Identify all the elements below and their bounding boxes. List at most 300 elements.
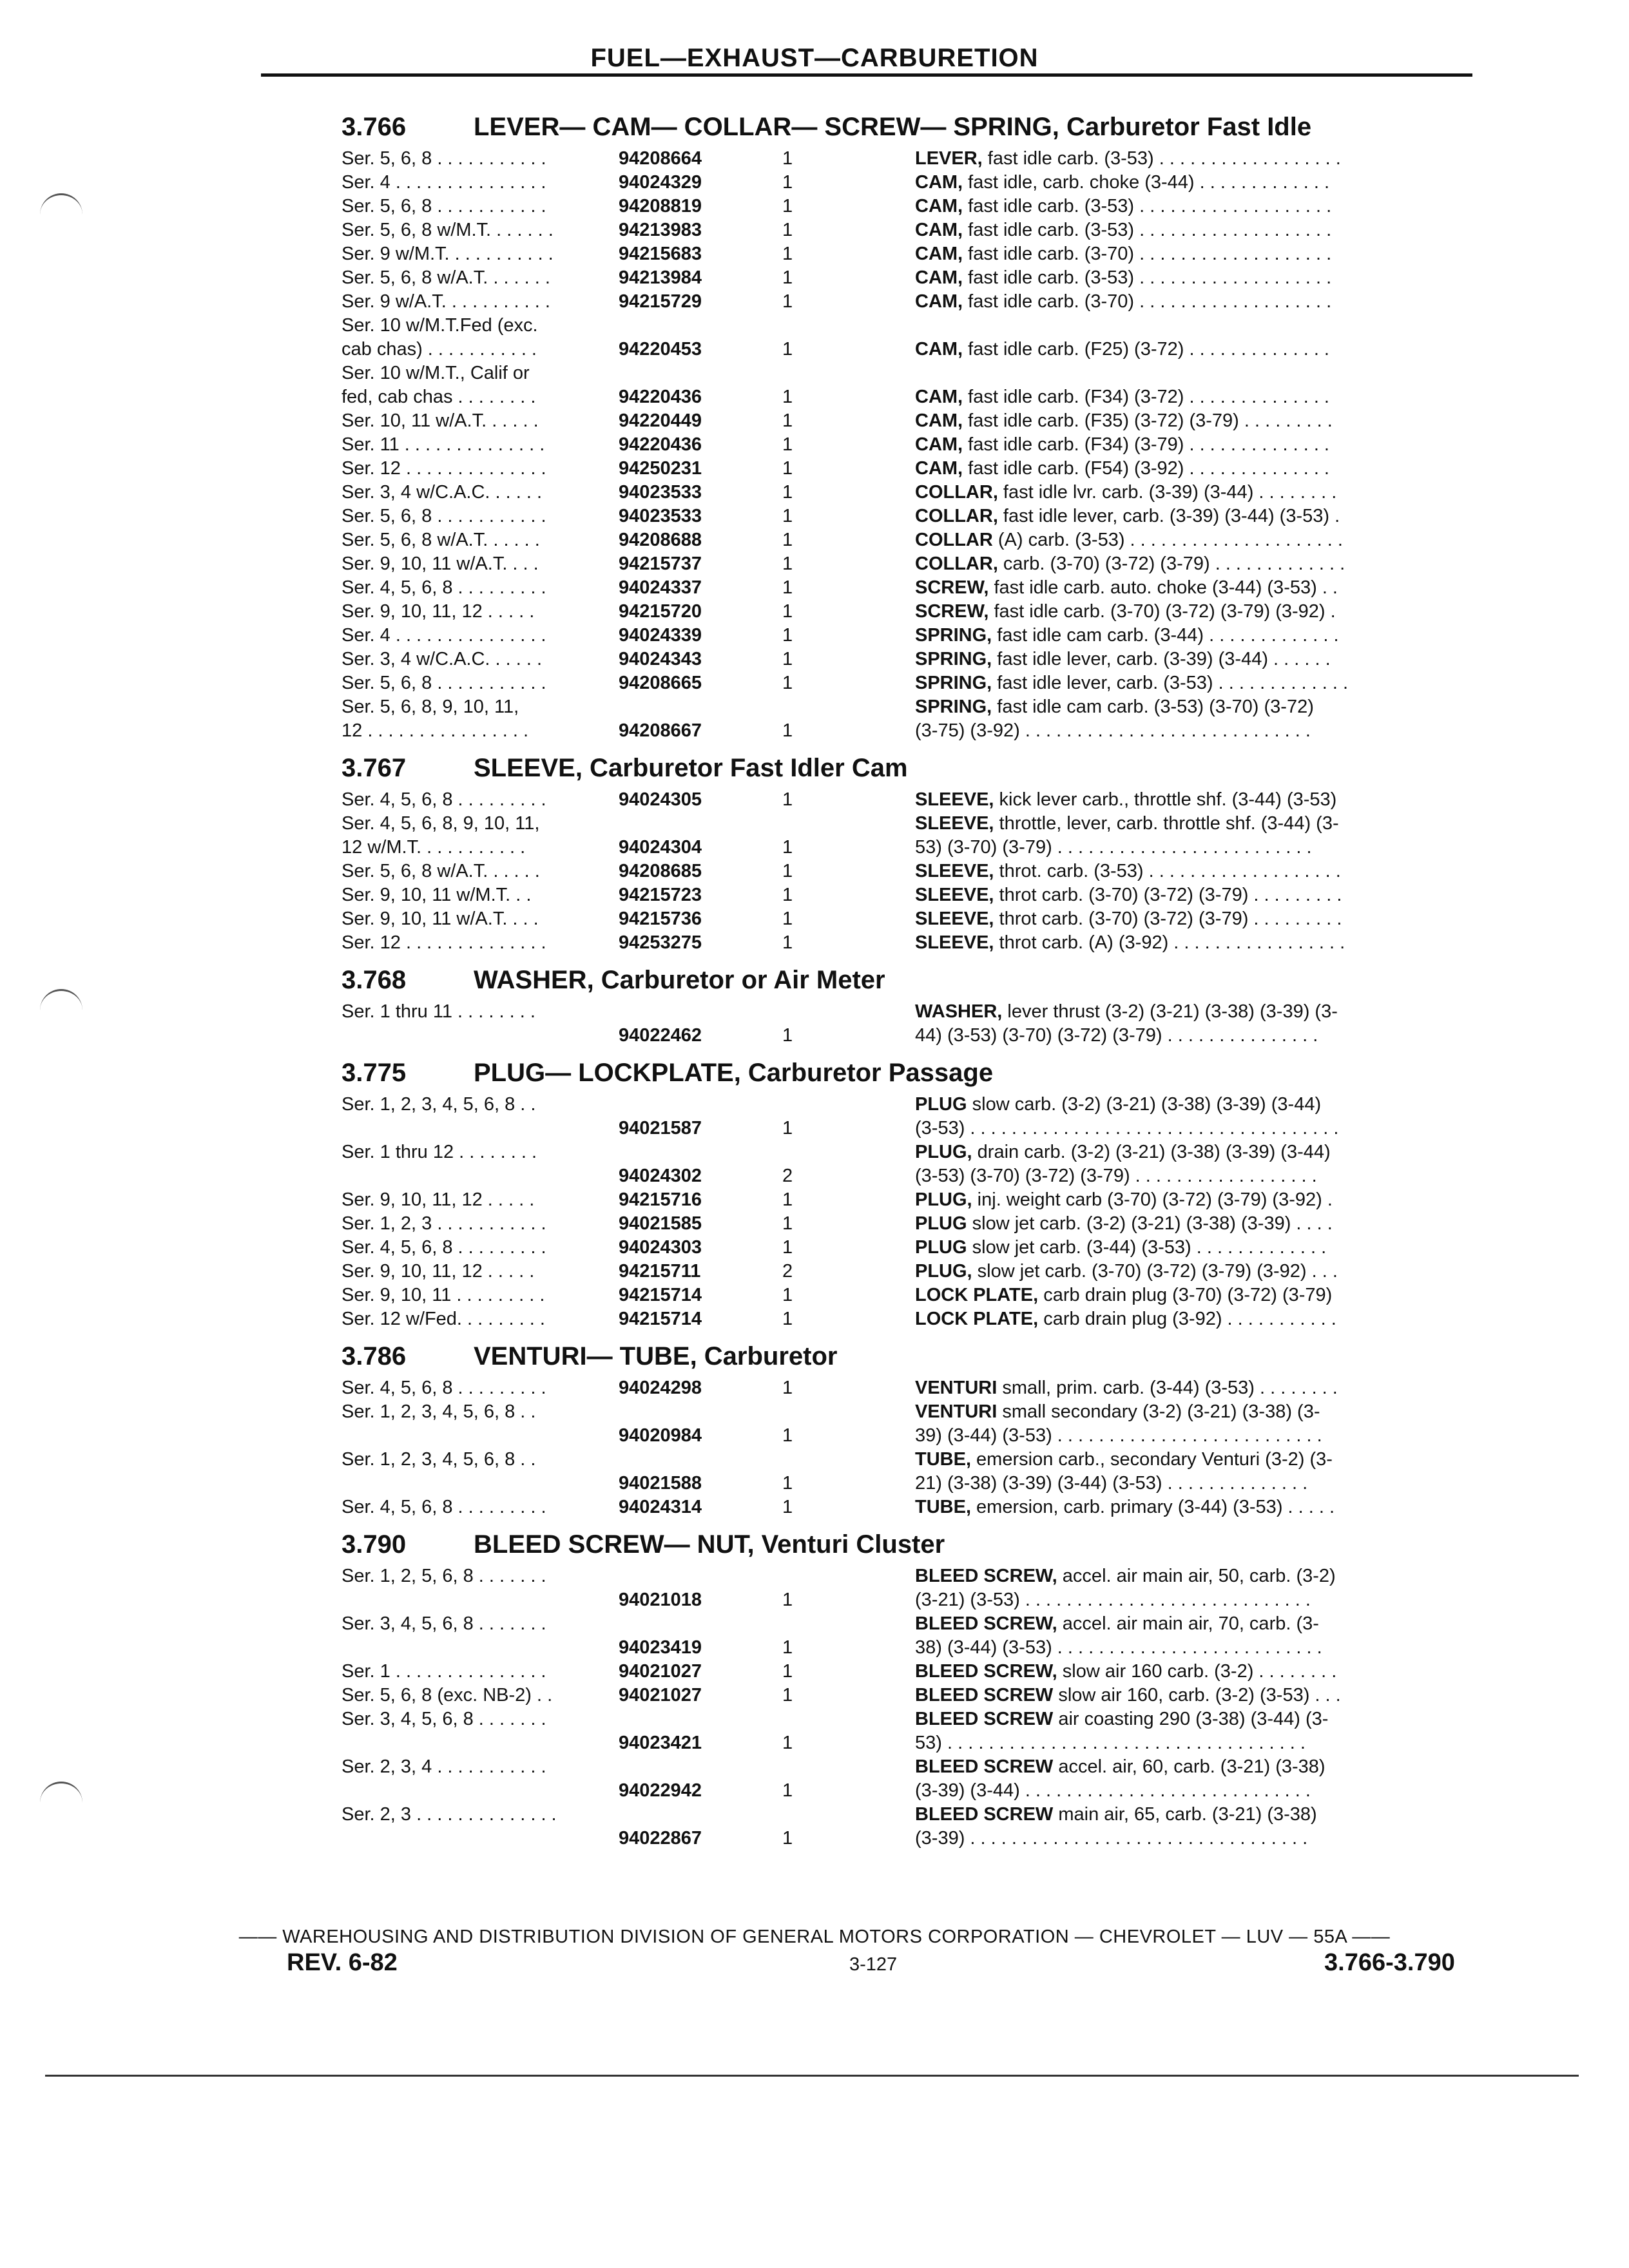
quantity-cell: 1 [782, 789, 793, 810]
bottom-rule [45, 2075, 1579, 2077]
series-cell: Ser. 1, 2, 3, 4, 5, 6, 8 . . [342, 1401, 536, 1422]
series-cell: Ser. 4, 5, 6, 8 . . . . . . . . . [342, 1378, 546, 1398]
quantity-cell: 2 [782, 1166, 793, 1186]
catalog-section [342, 964, 1476, 1048]
part-name: CAM, [915, 458, 963, 479]
table-row [342, 671, 1476, 695]
part-name: CAM, [915, 244, 963, 264]
table-row [342, 1376, 1476, 1400]
table-row [342, 1448, 1476, 1495]
description-cell [915, 481, 1476, 505]
description-cell [915, 338, 1476, 361]
part-number-cell: 94024337 [619, 577, 702, 598]
catalog-section [342, 1340, 1476, 1519]
punch-mark [40, 193, 82, 215]
part-name: PLUG [915, 1213, 967, 1234]
series-cell: Ser. 5, 6, 8 . . . . . . . . . . . [342, 506, 546, 526]
table-row [342, 1707, 1476, 1755]
footer-division-line: —— WAREHOUSING AND DISTRIBUTION DIVISION OF GENERAL MOTORS CORPORATION — CHEVROLET — LUV — 55A —— [238, 1927, 1391, 1947]
part-name: BLEED SCREW [915, 1685, 1054, 1706]
part-number-cell: 94208667 [619, 720, 702, 741]
table-row [342, 1093, 1476, 1140]
part-number-cell: 94213984 [619, 267, 702, 288]
part-description: fast idle lever, carb. (3-53) . . . . . . . . . . . . . [992, 673, 1349, 693]
description-cell [915, 218, 1476, 242]
part-description: fast idle lever, carb. (3-39) (3-44) . . . . . . [992, 649, 1331, 669]
part-name: COLLAR [915, 530, 993, 550]
quantity-cell: 1 [782, 148, 793, 169]
series-cell: Ser. 5, 6, 8 w/A.T. . . . . . [342, 861, 540, 881]
part-description: fast idle carb. (3-70) . . . . . . . . . . . . . . . . . . . [963, 291, 1332, 312]
quantity-cell: 1 [782, 1473, 793, 1494]
part-number-cell: 94220453 [619, 339, 702, 360]
part-number-cell: 94215729 [619, 291, 702, 312]
part-number-cell: 94215737 [619, 553, 702, 574]
part-description: fast idle carb. (3-53) . . . . . . . . . . . . . . . . . . [982, 148, 1341, 169]
series-cell: Ser. 4 . . . . . . . . . . . . . . . [342, 625, 546, 646]
description-cell [915, 195, 1476, 218]
part-description: fast idle carb. (F35) (3-72) (3-79) . . . . . . . . . [963, 410, 1333, 431]
quantity-cell: 1 [782, 410, 793, 431]
part-name: COLLAR, [915, 553, 998, 574]
page-header-title: FUEL—EXHAUST—CARBURETION [590, 44, 1039, 72]
table-row [342, 695, 1476, 743]
part-number-cell: 94250231 [619, 458, 702, 479]
table-row [342, 266, 1476, 290]
part-name: SCREW, [915, 577, 989, 598]
quantity-cell: 1 [782, 601, 793, 622]
section-heading [342, 1057, 1476, 1089]
punch-mark [40, 1782, 82, 1803]
part-description: emersion, carb. primary (3-44) (3-53) . . . . . [971, 1497, 1335, 1517]
part-number-cell: 94215723 [619, 885, 702, 905]
part-name: PLUG [915, 1094, 967, 1115]
series-cell: Ser. 9, 10, 11 . . . . . . . . . [342, 1285, 545, 1305]
quantity-cell: 1 [782, 625, 793, 646]
table-row [342, 1236, 1476, 1260]
description-cell [915, 931, 1476, 955]
table-row [342, 147, 1476, 171]
part-description: drain carb. (3-2) (3-21) (3-38) (3-39) (3-44) (3-53) (3-70) (3-72) (3-79) . . . . . . . . . . . . . . . . . . [915, 1142, 1331, 1186]
part-name: SLEEVE, [915, 885, 994, 905]
series-cell: Ser. 9, 10, 11 w/A.T. . . . [342, 553, 539, 574]
part-name: VENTURI [915, 1401, 998, 1422]
part-number-cell: 94024304 [619, 837, 702, 858]
part-description: fast idle carb. (3-53) . . . . . . . . . . . . . . . . . . . [963, 267, 1332, 288]
table-row [342, 409, 1476, 433]
part-name: BLEED SCREW [915, 1756, 1054, 1777]
description-cell [915, 1803, 1476, 1850]
table-row [342, 1564, 1476, 1612]
table-row [342, 552, 1476, 576]
part-description: lever thrust (3-2) (3-21) (3-38) (3-39) (3- 44) (3-53) (3-70) (3-72) (3-79) . . . . . . . . . . . . . . . [915, 1001, 1338, 1046]
series-cell: Ser. 3, 4 w/C.A.C. . . . . . [342, 649, 543, 669]
part-name: PLUG [915, 1237, 967, 1258]
description-cell [915, 1376, 1476, 1400]
part-number-cell: 94208688 [619, 530, 702, 550]
series-cell: Ser. 4, 5, 6, 8 . . . . . . . . . [342, 1497, 546, 1517]
series-cell: Ser. 9, 10, 11, 12 . . . . . [342, 1261, 535, 1282]
part-name: TUBE, [915, 1497, 971, 1517]
table-row [342, 195, 1476, 218]
description-cell [915, 812, 1476, 860]
description-cell [915, 1236, 1476, 1260]
part-description: throttle, lever, carb. throttle shf. (3-44) (3- 53) (3-70) (3-79) . . . . . . . . . . . . . . . . . . . . . . . . . [915, 813, 1339, 858]
section-number: 3.768 [342, 966, 407, 994]
series-cell: Ser. 10 w/M.T., Calif or fed, cab chas . . . . . . . . [342, 363, 536, 407]
part-name: SLEEVE, [915, 861, 994, 881]
table-row [342, 1212, 1476, 1236]
part-description: fast idle carb. auto. choke (3-44) (3-53) . . [988, 577, 1338, 598]
table-row [342, 1803, 1476, 1850]
series-cell: Ser. 12 . . . . . . . . . . . . . . [342, 458, 546, 479]
table-row [342, 218, 1476, 242]
part-name: CAM, [915, 172, 963, 193]
series-cell: Ser. 1, 2, 3 . . . . . . . . . . . [342, 1213, 546, 1234]
table-row [342, 1140, 1476, 1188]
table-row [342, 600, 1476, 624]
description-cell [915, 1140, 1476, 1188]
part-description: throt carb. (3-70) (3-72) (3-79) . . . . . . . . . [994, 885, 1342, 905]
part-name: BLEED SCREW, [915, 1661, 1057, 1682]
part-name: SPRING, [915, 649, 992, 669]
table-row [342, 788, 1476, 812]
quantity-cell: 1 [782, 339, 793, 360]
section-number: 3.775 [342, 1059, 407, 1087]
part-number-cell: 94208665 [619, 673, 702, 693]
table-row [342, 576, 1476, 600]
part-description: fast idle carb. (F34) (3-79) . . . . . . . . . . . . . . [963, 434, 1329, 455]
quantity-cell: 1 [782, 1497, 793, 1517]
table-row [342, 907, 1476, 931]
series-cell: Ser. 1 thru 11 . . . . . . . . [342, 1001, 535, 1022]
part-name: CAM, [915, 220, 963, 240]
description-cell [915, 1707, 1476, 1755]
table-row [342, 1000, 1476, 1048]
description-cell [915, 1755, 1476, 1803]
part-number-cell: 94022942 [619, 1780, 702, 1801]
part-number-cell: 94022462 [619, 1025, 702, 1046]
quantity-cell: 1 [782, 434, 793, 455]
quantity-cell: 1 [782, 387, 793, 407]
table-row [342, 1684, 1476, 1707]
series-cell: Ser. 4, 5, 6, 8, 9, 10, 11, 12 w/M.T. . . . . . . . . . . [342, 813, 540, 858]
series-cell: Ser. 4, 5, 6, 8 . . . . . . . . . [342, 789, 546, 810]
quantity-cell: 1 [782, 932, 793, 953]
section-title: WASHER, Carburetor or Air Meter [474, 966, 885, 994]
part-description: slow jet carb. (3-2) (3-21) (3-38) (3-39) . . . . [967, 1213, 1333, 1234]
quantity-cell: 1 [782, 1309, 793, 1329]
part-name: COLLAR, [915, 482, 998, 503]
table-row [342, 361, 1476, 409]
quantity-cell: 1 [782, 720, 793, 741]
part-description: kick lever carb., throttle shf. (3-44) (3-53) [994, 789, 1337, 810]
series-cell: Ser. 9 w/M.T. . . . . . . . . . . [342, 244, 554, 264]
part-name: CAM, [915, 291, 963, 312]
quantity-cell: 1 [782, 1685, 793, 1706]
description-cell [915, 1495, 1476, 1519]
series-cell: Ser. 10 w/M.T.Fed (exc. cab chas) . . . . . . . . . . . [342, 315, 538, 360]
section-heading [342, 964, 1476, 996]
description-cell [915, 1307, 1476, 1331]
series-cell: Ser. 1, 2, 5, 6, 8 . . . . . . . [342, 1566, 546, 1586]
punch-mark [40, 989, 82, 1010]
description-cell [915, 1448, 1476, 1495]
part-description: carb. (3-70) (3-72) (3-79) . . . . . . . . . . . . . [998, 553, 1345, 574]
part-name: PLUG, [915, 1261, 972, 1282]
part-number-cell: 94021027 [619, 1661, 702, 1682]
part-number-cell: 94021587 [619, 1118, 702, 1139]
part-name: BLEED SCREW, [915, 1613, 1057, 1634]
description-cell [915, 147, 1476, 171]
table-row [342, 812, 1476, 860]
table-row [342, 1755, 1476, 1803]
series-cell: Ser. 9, 10, 11 w/M.T. . . [342, 885, 532, 905]
description-cell [915, 1260, 1476, 1283]
quantity-cell: 1 [782, 1733, 793, 1753]
description-cell [915, 1283, 1476, 1307]
series-cell: Ser. 12 w/Fed. . . . . . . . . [342, 1309, 545, 1329]
part-number-cell: 94021588 [619, 1473, 702, 1494]
table-row [342, 290, 1476, 314]
description-cell [915, 171, 1476, 195]
description-cell [915, 788, 1476, 812]
part-name: BLEED SCREW [915, 1709, 1054, 1729]
quantity-cell: 1 [782, 482, 793, 503]
part-description: fast idle, carb. choke (3-44) . . . . . . . . . . . . . [963, 172, 1330, 193]
quantity-cell: 1 [782, 1237, 793, 1258]
header-rule [261, 73, 1472, 77]
series-cell: Ser. 9, 10, 11, 12 . . . . . [342, 601, 535, 622]
part-number-cell: 94215716 [619, 1189, 702, 1210]
part-name: CAM, [915, 410, 963, 431]
description-cell [915, 648, 1476, 671]
description-cell [915, 505, 1476, 528]
table-row [342, 648, 1476, 671]
part-description: carb drain plug (3-92) . . . . . . . . . . . [1038, 1309, 1336, 1329]
part-description: fast idle carb. (3-70) . . . . . . . . . . . . . . . . . . . [963, 244, 1332, 264]
part-number-cell: 94023421 [619, 1733, 702, 1753]
part-number-cell: 94023533 [619, 482, 702, 503]
table-row [342, 1188, 1476, 1212]
catalog-section [342, 1057, 1476, 1331]
description-cell [915, 528, 1476, 552]
description-cell [915, 695, 1476, 743]
description-cell [915, 1188, 1476, 1212]
series-cell: Ser. 9, 10, 11, 12 . . . . . [342, 1189, 535, 1210]
part-name: CAM, [915, 339, 963, 360]
description-cell [915, 1000, 1476, 1048]
part-number-cell: 94023419 [619, 1637, 702, 1658]
quantity-cell: 1 [782, 673, 793, 693]
quantity-cell: 1 [782, 1213, 793, 1234]
part-number-cell: 94021027 [619, 1685, 702, 1706]
part-description: fast idle carb. (F25) (3-72) . . . . . . . . . . . . . . [963, 339, 1329, 360]
table-row [342, 242, 1476, 266]
description-cell [915, 433, 1476, 457]
quantity-cell: 1 [782, 837, 793, 858]
quantity-cell: 1 [782, 220, 793, 240]
part-name: SLEEVE, [915, 908, 994, 929]
quantity-cell: 1 [782, 1637, 793, 1658]
part-number-cell: 94021018 [619, 1590, 702, 1610]
quantity-cell: 1 [782, 553, 793, 574]
quantity-cell: 1 [782, 291, 793, 312]
table-row [342, 883, 1476, 907]
part-number-cell: 94024298 [619, 1378, 702, 1398]
description-cell [915, 242, 1476, 266]
part-name: SLEEVE, [915, 932, 994, 953]
part-number-cell: 94220449 [619, 410, 702, 431]
series-cell: Ser. 2, 3, 4 . . . . . . . . . . . [342, 1756, 546, 1777]
part-description: fast idle cam carb. (3-44) . . . . . . . . . . . . . [992, 625, 1339, 646]
series-cell: Ser. 1 thru 12 . . . . . . . . [342, 1142, 537, 1162]
series-cell: Ser. 12 . . . . . . . . . . . . . . [342, 932, 546, 953]
quantity-cell: 1 [782, 1285, 793, 1305]
table-row [342, 481, 1476, 505]
table-row [342, 1260, 1476, 1283]
part-number-cell: 94215720 [619, 601, 702, 622]
part-description: small, prim. carb. (3-44) (3-53) . . . . . . . . [997, 1378, 1338, 1398]
quantity-cell: 1 [782, 530, 793, 550]
quantity-cell: 1 [782, 1118, 793, 1139]
table-row [342, 528, 1476, 552]
part-description: fast idle carb. (F34) (3-72) . . . . . . . . . . . . . . [963, 387, 1329, 407]
part-number-cell: 94253275 [619, 932, 702, 953]
footer-section-range: 3.766-3.790 [1324, 1949, 1455, 1976]
section-title: LEVER— CAM— COLLAR— SCREW— SPRING, Carburetor Fast Idle [474, 113, 1312, 141]
part-name: SPRING, [915, 625, 992, 646]
part-number-cell: 94220436 [619, 387, 702, 407]
description-cell [915, 624, 1476, 648]
series-cell: Ser. 3, 4, 5, 6, 8 . . . . . . . [342, 1613, 546, 1634]
parts-catalog [342, 102, 1476, 1850]
series-cell: Ser. 5, 6, 8 . . . . . . . . . . . [342, 196, 546, 216]
series-cell: Ser. 4 . . . . . . . . . . . . . . . [342, 172, 546, 193]
quantity-cell: 1 [782, 649, 793, 669]
description-cell [915, 1684, 1476, 1707]
part-number-cell: 94215714 [619, 1309, 702, 1329]
table-row [342, 314, 1476, 361]
section-heading [342, 752, 1476, 784]
part-name: SLEEVE, [915, 813, 994, 834]
series-cell: Ser. 1, 2, 3, 4, 5, 6, 8 . . [342, 1449, 536, 1470]
part-number-cell: 94024303 [619, 1237, 702, 1258]
part-description: (A) carb. (3-53) . . . . . . . . . . . . . . . . . . . . . [992, 530, 1343, 550]
section-title: BLEED SCREW— NUT, Venturi Cluster [474, 1530, 945, 1559]
description-cell [915, 1612, 1476, 1660]
series-cell: Ser. 4, 5, 6, 8 . . . . . . . . . [342, 1237, 546, 1258]
series-cell: Ser. 1 . . . . . . . . . . . . . . . [342, 1661, 546, 1682]
quantity-cell: 1 [782, 244, 793, 264]
table-row [342, 860, 1476, 883]
part-description: air coasting 290 (3-38) (3-44) (3- 53) . . . . . . . . . . . . . . . . . . . . . . . . . . . . . . . . . . . [915, 1709, 1329, 1753]
series-cell: Ser. 5, 6, 8 w/A.T. . . . . . [342, 530, 540, 550]
table-row [342, 1400, 1476, 1448]
part-description: fast idle carb. (3-53) . . . . . . . . . . . . . . . . . . . [963, 196, 1332, 216]
series-cell: Ser. 5, 6, 8 . . . . . . . . . . . [342, 148, 546, 169]
part-description: fast idle lvr. carb. (3-39) (3-44) . . . . . . . . [998, 482, 1337, 503]
series-cell: Ser. 9, 10, 11 w/A.T. . . . [342, 908, 539, 929]
part-name: TUBE, [915, 1449, 971, 1470]
part-number-cell: 94024343 [619, 649, 702, 669]
quantity-cell: 1 [782, 1378, 793, 1398]
part-number-cell: 94208664 [619, 148, 702, 169]
part-name: SCREW, [915, 601, 989, 622]
description-cell [915, 1093, 1476, 1140]
footer-revision: REV. 6-82 [287, 1949, 398, 1976]
table-row [342, 1307, 1476, 1331]
part-description: main air, 65, carb. (3-21) (3-38) (3-39) . . . . . . . . . . . . . . . . . . . . . . . . . . . . . . . . . [915, 1804, 1317, 1849]
description-cell [915, 600, 1476, 624]
part-description: inj. weight carb (3-70) (3-72) (3-79) (3-92) . [972, 1189, 1333, 1210]
description-cell [915, 409, 1476, 433]
series-cell: Ser. 4, 5, 6, 8 . . . . . . . . . [342, 577, 546, 598]
series-cell: Ser. 5, 6, 8 w/M.T. . . . . . . [342, 220, 554, 240]
quantity-cell: 1 [782, 1590, 793, 1610]
description-cell [915, 1400, 1476, 1448]
section-number: 3.786 [342, 1342, 407, 1370]
series-cell: Ser. 5, 6, 8 . . . . . . . . . . . [342, 673, 546, 693]
series-cell: Ser. 1, 2, 3, 4, 5, 6, 8 . . [342, 1094, 536, 1115]
part-name: CAM, [915, 434, 963, 455]
description-cell [915, 671, 1476, 695]
part-name: CAM, [915, 196, 963, 216]
part-description: accel. air main air, 50, carb. (3-2) (3-21) (3-53) . . . . . . . . . . . . . . . . . . . . . . . . . . . . [915, 1566, 1336, 1610]
part-number-cell: 94215683 [619, 244, 702, 264]
part-description: throt carb. (3-70) (3-72) (3-79) . . . . . . . . . [994, 908, 1342, 929]
section-title: SLEEVE, Carburetor Fast Idler Cam [474, 754, 908, 782]
series-cell: Ser. 5, 6, 8 w/A.T. . . . . . . [342, 267, 550, 288]
quantity-cell: 1 [782, 885, 793, 905]
part-name: SLEEVE, [915, 789, 994, 810]
part-number-cell: 94021585 [619, 1213, 702, 1234]
part-description: slow carb. (3-2) (3-21) (3-38) (3-39) (3-44) (3-53) . . . . . . . . . . . . . . . . . . . . . . . . . . . . . . . . . . . . [915, 1094, 1339, 1139]
part-description: emersion carb., secondary Venturi (3-2) (3- 21) (3-38) (3-39) (3-44) (3-53) . . . . . . . . . . . . . . [915, 1449, 1333, 1494]
part-description: fast idle carb. (3-70) (3-72) (3-79) (3-92) . [988, 601, 1336, 622]
table-row [342, 171, 1476, 195]
part-number-cell: 94215736 [619, 908, 702, 929]
section-heading [342, 1528, 1476, 1561]
part-number-cell: 94022867 [619, 1828, 702, 1849]
series-cell: Ser. 9 w/A.T. . . . . . . . . . . [342, 291, 550, 312]
series-cell: Ser. 3, 4, 5, 6, 8 . . . . . . . [342, 1709, 546, 1729]
part-description: fast idle cam carb. (3-53) (3-70) (3-72) (3-75) (3-92) . . . . . . . . . . . . . . . . . . . . . . . . . . . . [915, 697, 1314, 741]
description-cell [915, 883, 1476, 907]
table-row [342, 931, 1476, 955]
part-description: throt carb. (A) (3-92) . . . . . . . . . . . . . . . . . [994, 932, 1345, 953]
part-number-cell: 94024302 [619, 1166, 702, 1186]
catalog-section [342, 1528, 1476, 1850]
part-number-cell: 94208685 [619, 861, 702, 881]
part-description: slow air 160, carb. (3-2) (3-53) . . . [1053, 1685, 1341, 1706]
part-name: SPRING, [915, 673, 992, 693]
description-cell [915, 576, 1476, 600]
quantity-cell: 1 [782, 1780, 793, 1801]
part-name: PLUG, [915, 1142, 972, 1162]
part-description: accel. air main air, 70, carb. (3- 38) (3-44) (3-53) . . . . . . . . . . . . . . . . . . . . . . . . . . [915, 1613, 1322, 1658]
quantity-cell: 1 [782, 908, 793, 929]
part-description: accel. air, 60, carb. (3-21) (3-38) (3-39) (3-44) . . . . . . . . . . . . . . . . . . . . . . . . . . . . [915, 1756, 1325, 1801]
quantity-cell: 1 [782, 577, 793, 598]
quantity-cell: 1 [782, 1189, 793, 1210]
part-number-cell: 94024339 [619, 625, 702, 646]
quantity-cell: 1 [782, 1661, 793, 1682]
section-title: PLUG— LOCKPLATE, Carburetor Passage [474, 1059, 994, 1087]
section-number: 3.766 [342, 113, 407, 141]
part-description: small secondary (3-2) (3-21) (3-38) (3- 39) (3-44) (3-53) . . . . . . . . . . . . . . . . . . . . . . . . . . [915, 1401, 1322, 1446]
part-description: throt. carb. (3-53) . . . . . . . . . . . . . . . . . . . [994, 861, 1341, 881]
